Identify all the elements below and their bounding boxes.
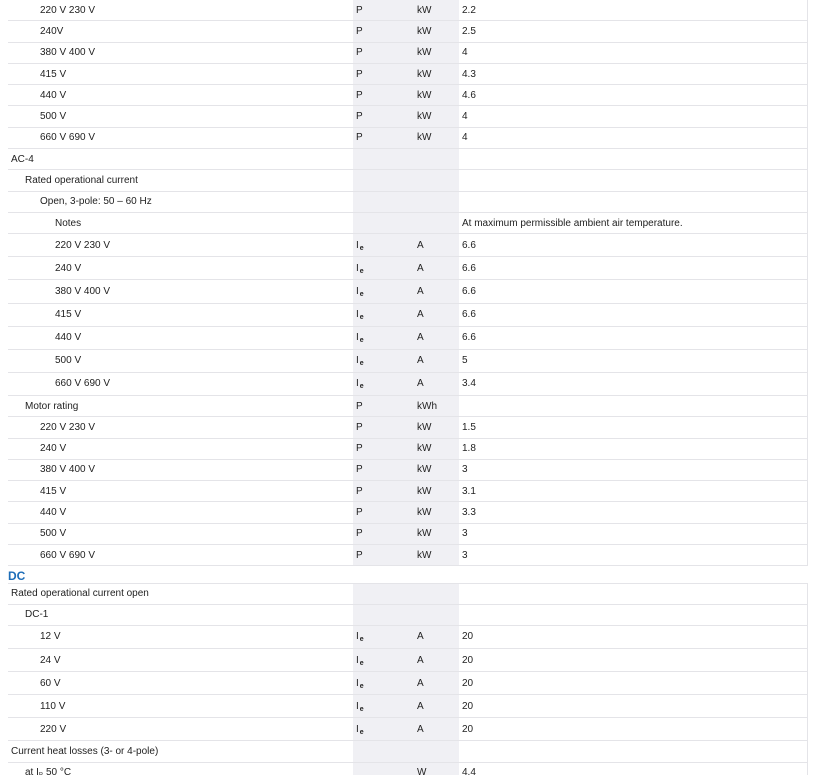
row-value: 4 (459, 43, 808, 63)
table-row (8, 460, 808, 481)
row-symbol (353, 481, 414, 501)
dc-current-rows (8, 626, 808, 741)
row-symbol (353, 417, 414, 437)
symbol-text: P (356, 528, 363, 540)
row-unit: kW (414, 545, 459, 565)
symbol-text: I (356, 239, 359, 251)
ac4-current-rows (8, 234, 808, 396)
row-unit: kW (414, 64, 459, 84)
row-label: 500 V (55, 355, 82, 367)
table-row (8, 350, 808, 373)
row-unit: kW (414, 524, 459, 544)
row-value: 1.8 (459, 439, 808, 459)
table-row (8, 257, 808, 280)
symbol-text: P (356, 464, 363, 476)
row-symbol (353, 439, 414, 459)
row-unit: kW (414, 0, 459, 20)
symbol-subscript: e (359, 636, 364, 644)
row-value: 20 (459, 695, 808, 717)
dc1-label: DC-1 (25, 609, 49, 621)
dc-rated-open-label: Rated operational current open (11, 588, 149, 600)
row-label: 220 V 230 V (40, 421, 96, 433)
row-symbol (353, 64, 414, 84)
ac4-notes-row (8, 213, 808, 234)
row-symbol (353, 85, 414, 105)
symbol-subscript: e (359, 705, 364, 713)
row-unit: kW (414, 106, 459, 126)
symbol-text: I (356, 332, 359, 344)
table-row (8, 106, 808, 127)
ac4-title: AC-4 (11, 153, 34, 165)
row-unit: kW (414, 439, 459, 459)
symbol-text: P (356, 485, 363, 497)
row-unit: A (414, 649, 459, 671)
row-unit: A (414, 304, 459, 326)
table-row (8, 304, 808, 327)
symbol-text: I (356, 309, 359, 321)
motor-rating-row (8, 396, 808, 417)
symbol-text: P (356, 25, 363, 37)
symbol-subscript: e (359, 291, 364, 298)
row-label: 240 V (55, 262, 82, 274)
row-label: 415 V (40, 68, 67, 80)
row-value: 20 (459, 626, 808, 648)
row-label: 660 V 690 V (55, 378, 111, 390)
row-value: 4 (459, 128, 808, 148)
row-symbol (353, 304, 414, 326)
row-value: 20 (459, 718, 808, 740)
row-value: 6.6 (459, 257, 808, 279)
row-symbol (353, 43, 414, 63)
heat-loss-label: Current heat losses (3- or 4-pole) (11, 746, 159, 757)
heat-loss-value: 4.4 (459, 763, 808, 775)
ac4-motor-rows (8, 417, 808, 566)
symbol-text: P (356, 68, 363, 80)
row-symbol (353, 502, 414, 522)
ac4-notes-value: At maximum permissible ambient air temperature. (459, 213, 808, 233)
row-symbol (353, 524, 414, 544)
row-label: 380 V 400 V (40, 47, 96, 59)
row-unit: kW (414, 502, 459, 522)
ac4-rated-current-row (8, 170, 808, 191)
row-symbol (353, 128, 414, 148)
row-label: 500 V (40, 528, 67, 540)
symbol-subscript: e (359, 728, 364, 736)
row-label: 110 V (40, 700, 66, 712)
row-symbol (353, 695, 414, 717)
ac4-notes-label: Notes (55, 217, 82, 229)
row-unit: A (414, 280, 459, 302)
table-row (8, 234, 808, 257)
row-unit: kW (414, 43, 459, 63)
ac4-open-label: Open, 3-pole: 50 – 60 Hz (40, 196, 152, 208)
symbol-subscript: e (359, 244, 364, 252)
symbol-subscript: e (359, 360, 364, 368)
table-row (8, 373, 808, 396)
table-row (8, 695, 808, 718)
row-label: 440 V (40, 507, 67, 519)
table-row (8, 439, 808, 460)
table-row (8, 64, 808, 85)
row-label: 240 V (40, 443, 67, 455)
table-row (8, 0, 808, 21)
dc-section-title: DC (8, 569, 26, 584)
row-label: 415 V (40, 485, 67, 497)
row-unit: kW (414, 85, 459, 105)
ac4-open-row (8, 192, 808, 213)
row-label: 500 V (40, 111, 67, 123)
symbol-text: P (356, 421, 363, 433)
row-unit: kW (414, 21, 459, 41)
row-value: 5 (459, 350, 808, 372)
row-label: 380 V 400 V (40, 464, 96, 476)
row-label: 660 V 690 V (40, 132, 96, 144)
row-unit: A (414, 373, 459, 395)
row-unit: A (414, 672, 459, 694)
row-value: 1.5 (459, 417, 808, 437)
row-label: 415 V (55, 309, 82, 321)
row-value: 6.6 (459, 327, 808, 349)
row-label: 220 V 230 V (40, 4, 96, 16)
row-label: 24 V (40, 654, 61, 666)
row-label: 660 V 690 V (40, 549, 96, 561)
row-label: 440 V (55, 332, 82, 344)
table-row (8, 481, 808, 502)
row-symbol (353, 327, 414, 349)
dc-rated-open-row (8, 583, 808, 604)
row-unit: kW (414, 128, 459, 148)
table-row (8, 524, 808, 545)
row-value: 20 (459, 672, 808, 694)
row-unit: A (414, 257, 459, 279)
row-unit: A (414, 718, 459, 740)
symbol-text: I (356, 700, 359, 712)
symbol-subscript: e (359, 337, 364, 345)
symbol-text: P (356, 507, 363, 519)
symbol-text: I (356, 378, 359, 390)
symbol-text: I (356, 654, 359, 666)
symbol-text: I (356, 723, 359, 735)
row-value: 3 (459, 545, 808, 565)
motor-rating-unit: kWh (414, 396, 459, 416)
table-row (8, 128, 808, 149)
table-row (8, 718, 808, 741)
table-row (8, 43, 808, 64)
symbol-text: P (356, 443, 363, 455)
row-symbol (353, 280, 414, 302)
row-unit: A (414, 626, 459, 648)
row-unit: A (414, 327, 459, 349)
symbol-subscript: e (359, 267, 364, 275)
symbol-subscript: e (359, 682, 364, 690)
row-label: 240V (40, 25, 64, 37)
heat-loss-row (8, 741, 808, 762)
heat-loss-unit: W (414, 763, 459, 775)
table-row (8, 417, 808, 438)
table-row (8, 672, 808, 695)
dc1-row (8, 605, 808, 626)
row-value: 3.3 (459, 502, 808, 522)
motor-rating-label: Motor rating (25, 400, 79, 412)
table-row (8, 502, 808, 523)
table-row (8, 327, 808, 350)
symbol-text: P (356, 4, 363, 16)
row-value: 4.6 (459, 85, 808, 105)
spec-table (8, 0, 808, 775)
row-value: 3.4 (459, 373, 808, 395)
symbol-text: I (356, 262, 359, 274)
row-label: 380 V 400 V (55, 286, 111, 297)
row-symbol (353, 106, 414, 126)
symbol-text: P (356, 549, 363, 561)
row-symbol (353, 373, 414, 395)
row-symbol (353, 545, 414, 565)
row-unit: A (414, 234, 459, 256)
symbol-text: I (356, 355, 359, 367)
row-symbol (353, 257, 414, 279)
row-symbol (353, 234, 414, 256)
symbol-subscript: e (359, 659, 364, 667)
row-label: 220 V (40, 723, 67, 735)
table-row (8, 21, 808, 42)
symbol-text: P (356, 47, 363, 59)
symbol-text: P (356, 111, 363, 123)
row-unit: kW (414, 481, 459, 501)
symbol-text: P (356, 132, 363, 144)
ac4-heading-row (8, 149, 808, 170)
row-value: 4.3 (459, 64, 808, 84)
row-symbol (353, 460, 414, 480)
symbol-text: I (356, 286, 359, 297)
table-row (8, 649, 808, 672)
row-value: 6.6 (459, 304, 808, 326)
row-value: 3.1 (459, 481, 808, 501)
row-symbol (353, 350, 414, 372)
row-value: 6.6 (459, 280, 808, 302)
symbol-text: P (356, 89, 363, 101)
table-row (8, 85, 808, 106)
row-symbol (353, 0, 414, 20)
symbol-subscript: e (359, 383, 364, 391)
table-row (8, 280, 808, 303)
symbol-subscript: e (359, 314, 364, 322)
row-symbol (353, 672, 414, 694)
row-symbol (353, 21, 414, 41)
symbol-text: I (356, 631, 359, 643)
table-row (8, 626, 808, 649)
row-value: 3 (459, 524, 808, 544)
row-value: 2.2 (459, 0, 808, 20)
heat-loss-value-row (8, 763, 808, 775)
heat-loss-value-label: at Iₚ 50 °C (25, 766, 72, 775)
row-label: 60 V (40, 677, 61, 689)
row-unit: kW (414, 417, 459, 437)
row-unit: A (414, 350, 459, 372)
table-row (8, 545, 808, 566)
motor-rating-symbol: P (353, 396, 414, 416)
row-value: 4 (459, 106, 808, 126)
row-label: 220 V 230 V (55, 239, 111, 251)
ac4-rated-current-label: Rated operational current (25, 175, 138, 187)
row-value: 6.6 (459, 234, 808, 256)
block1-motor-rating-rows (8, 0, 808, 149)
row-value: 2.5 (459, 21, 808, 41)
row-symbol (353, 649, 414, 671)
symbol-text: I (356, 677, 359, 689)
row-label: 440 V (40, 89, 67, 101)
row-symbol (353, 718, 414, 740)
row-value: 3 (459, 460, 808, 480)
row-value: 20 (459, 649, 808, 671)
row-label: 12 V (40, 631, 61, 643)
row-symbol (353, 626, 414, 648)
row-unit: kW (414, 460, 459, 480)
row-unit: A (414, 695, 459, 717)
